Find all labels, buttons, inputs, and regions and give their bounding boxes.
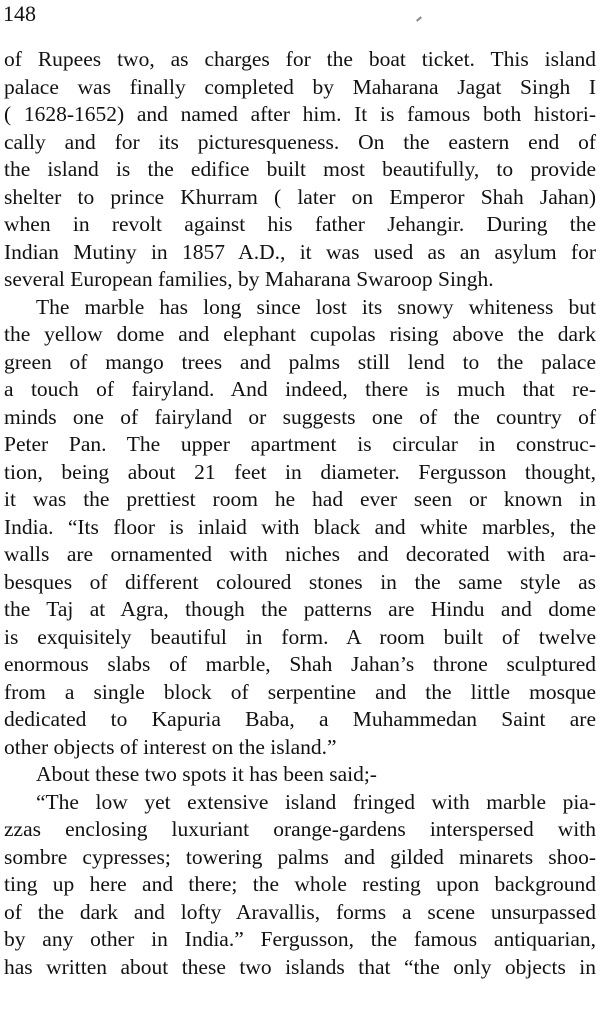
text-line: zzas enclosing luxuriant orange-gardens interspersed with bbox=[4, 817, 596, 841]
text-line: The marble has long since lost its snowy whiteness but bbox=[36, 294, 596, 319]
text-line: Indian Mutiny in 1857 A.D., it was used as an asylum for bbox=[4, 239, 596, 264]
text-line: ( 1628-1652) and named after him. It is famous both histori- bbox=[4, 102, 596, 126]
text-line: minds one of fairyland or suggests one of the country of bbox=[4, 404, 596, 429]
text-line: green of mango trees and palms still lend to the palace bbox=[4, 349, 596, 374]
text-line: of the dark and lofty Aravallis, forms a scene unsurpassed bbox=[4, 899, 596, 924]
text-line: is exquisitely beautiful in form. A room built of twelve bbox=[4, 624, 596, 649]
text-line: palace was finally completed by Maharana Jagat Singh I bbox=[4, 74, 596, 99]
text-line: Peter Pan. The upper apartment is circular in construc- bbox=[4, 432, 596, 456]
text-line: a touch of fairyland. And indeed, there is much that re- bbox=[4, 377, 596, 401]
text-line: tion, being about 21 feet in diameter. Fergusson thought, bbox=[4, 459, 596, 484]
text-line: dedicated to Kapuria Baba, a Muhammedan Saint are bbox=[4, 707, 596, 731]
body-text bbox=[4, 46, 596, 981]
text-line: India. “Its floor is inlaid with black and white marbles, the bbox=[4, 514, 596, 539]
text-line: besques of different coloured stones in the same style as bbox=[4, 569, 596, 594]
text-line: several European families, by Maharana Swaroop Singh. bbox=[4, 267, 494, 291]
text-line: the island is the edifice built most beautifully, to provide bbox=[4, 157, 596, 181]
text-line: it was the prettiest room he had ever seen or known in bbox=[4, 487, 596, 511]
text-line: cally and for its picturesqueness. On the eastern end of bbox=[4, 129, 596, 154]
page-number: 148 bbox=[3, 1, 36, 26]
text-line: other objects of interest on the island.” bbox=[4, 734, 337, 759]
text-line: the Taj at Agra, though the patterns are Hindu and dome bbox=[4, 597, 596, 621]
text-line: walls are ornamented with niches and decorated with ara- bbox=[4, 542, 596, 566]
text-line: About these two spots it has been said;- bbox=[36, 762, 377, 786]
text-line: “The low yet extensive island fringed with marble pia- bbox=[36, 789, 596, 814]
text-line: when in revolt against his father Jehangir. During the bbox=[4, 212, 596, 236]
text-line: enormous slabs of marble, Shah Jahan’s throne sculptured bbox=[4, 652, 596, 676]
text-line: by any other in India.” Fergusson, the famous antiquarian, bbox=[4, 927, 596, 951]
ink-speck bbox=[416, 16, 422, 21]
text-line: sombre cypresses; towering palms and gilded minarets shoo- bbox=[4, 844, 596, 869]
text-line: has written about these two islands that “the only objects in bbox=[4, 954, 596, 979]
text-line: ting up here and there; the whole resting upon background bbox=[4, 872, 596, 896]
text-line: of Rupees two, as charges for the boat ticket. This island bbox=[4, 47, 596, 71]
text-line: from a single block of serpentine and the little mosque bbox=[4, 679, 596, 704]
text-line: the yellow dome and elephant cupolas rising above the dark bbox=[4, 322, 596, 346]
text-line: shelter to prince Khurram ( later on Emperor Shah Jahan) bbox=[4, 184, 596, 209]
